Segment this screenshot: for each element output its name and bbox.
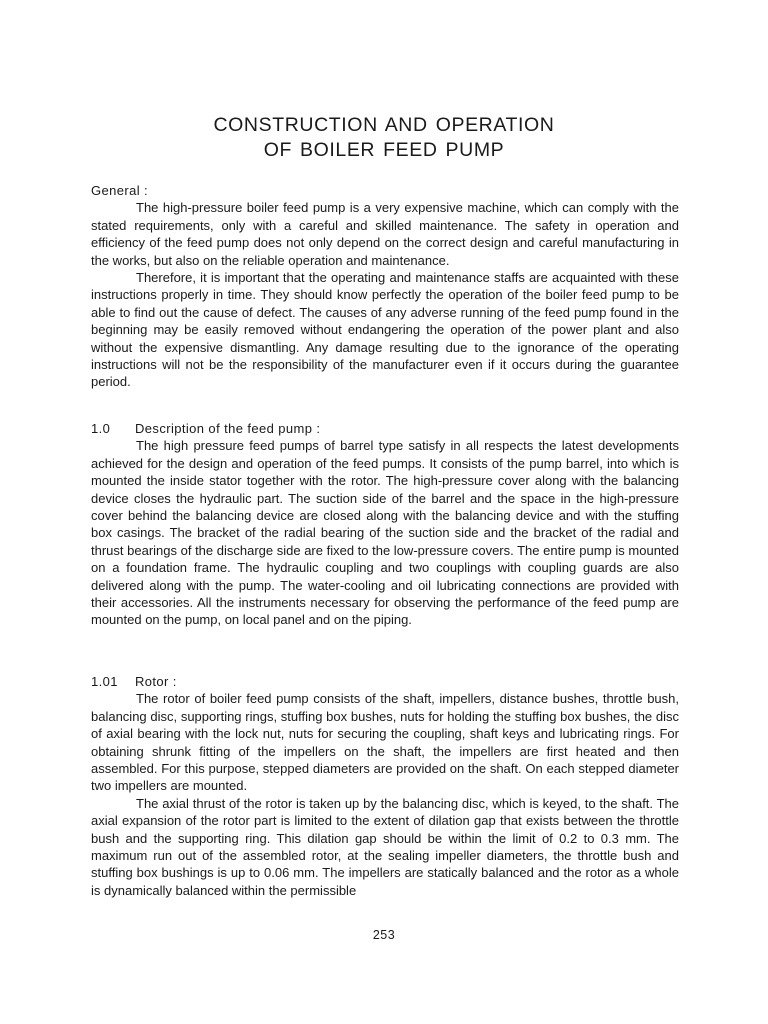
section-general bbox=[91, 182, 679, 391]
section-description bbox=[91, 420, 679, 629]
section-heading-description bbox=[91, 420, 679, 437]
heading-text: Description of the feed pump : bbox=[135, 421, 321, 436]
heading-number: 1.01 bbox=[91, 674, 118, 689]
title-line-2: OF BOILER FEED PUMP bbox=[263, 139, 505, 161]
heading-text: General : bbox=[91, 183, 149, 198]
paragraph: Therefore, it is important that the operating and maintenance staffs are acquainted with these instructions properly in time. They should know perfectly the operation of the boiler feed pump to be able to find out the cause of defect. The causes of any adverse running of the feed pump found in the beginning may be easily removed without endangering the operation of the power plant and also without the expensive dismantling. Any damage resulting due to the ignorance of the operating instructions will not be the responsibility of the manufacturer even if it occurs during the guarantee period. bbox=[91, 270, 679, 390]
title-line-1: CONSTRUCTION AND OPERATION bbox=[213, 114, 555, 136]
paragraph: The axial thrust of the rotor is taken up by the balancing disc, which is keyed, to the shaft. The axial expansion of the rotor part is limited to the extent of dilation gap that exists between the throttle bush and the supporting ring. This dilation gap should be within the limit of 0.2 to 0.3 mm. The maximum run out of the assembled rotor, at the sealing impeller diameters, the throttle bush and stuffing box bushings is up to 0.06 mm. The impellers are statically balanced and the rotor as a whole is dynamically balanced within the permissible bbox=[91, 795, 679, 898]
paragraph: The high-pressure boiler feed pump is a very expensive machine, which can comply with the stated requirements, only with a careful and skilled maintenance. The safety in operation and efficiency of the feed pump does not only depend on the correct design and careful manufacturing in the works, but also on the reliable operation and maintenance. bbox=[91, 200, 679, 268]
heading-number: 1.0 bbox=[91, 421, 111, 436]
heading-text: Rotor : bbox=[135, 674, 177, 689]
page-number: 253 bbox=[372, 928, 396, 942]
section-rotor bbox=[91, 673, 679, 899]
page-title bbox=[0, 113, 768, 163]
section-heading-rotor bbox=[91, 673, 679, 690]
paragraph: The rotor of boiler feed pump consists of the shaft, impellers, distance bushes, throttle bush, balancing disc, supporting rings, stuffing box bushes, nuts for holding the stuffing box bushes, the disc of axial bearing with the lock nut, nuts for securing the coupling, shaft keys and lubricating rings. For obtaining shrunk fitting of the impellers on the shaft, the impellers are first heated and then assembled. For this purpose, stepped diameters are provided on the shaft. On each stepped diameter two impellers are mounted. bbox=[91, 691, 679, 794]
paragraph: The high pressure feed pumps of barrel type satisfy in all respects the latest developments achieved for the design and operation of the feed pumps. It consists of the pump barrel, into which is mounted the inside stator together with the rotor. The high-pressure cover along with the balancing device closes the hydraulic part. The suction side of the barrel and the space in the high-pressure cover behind the balancing device are closed along with the balancing device and with the stuffing box casings. The bracket of the radial bearing of the suction side and the bracket of the radial and thrust bearings of the discharge side are fixed to the low-pressure covers. The entire pump is mounted on a foundation frame. The hydraulic coupling and two couplings with coupling guards are also delivered along with the pump. The water-cooling and oil lubricating connections are provided with their accessories. All the instruments necessary for observing the performance of the feed pump are mounted on the pump, on local panel and on the piping. bbox=[91, 438, 679, 628]
section-heading-general bbox=[91, 182, 679, 199]
